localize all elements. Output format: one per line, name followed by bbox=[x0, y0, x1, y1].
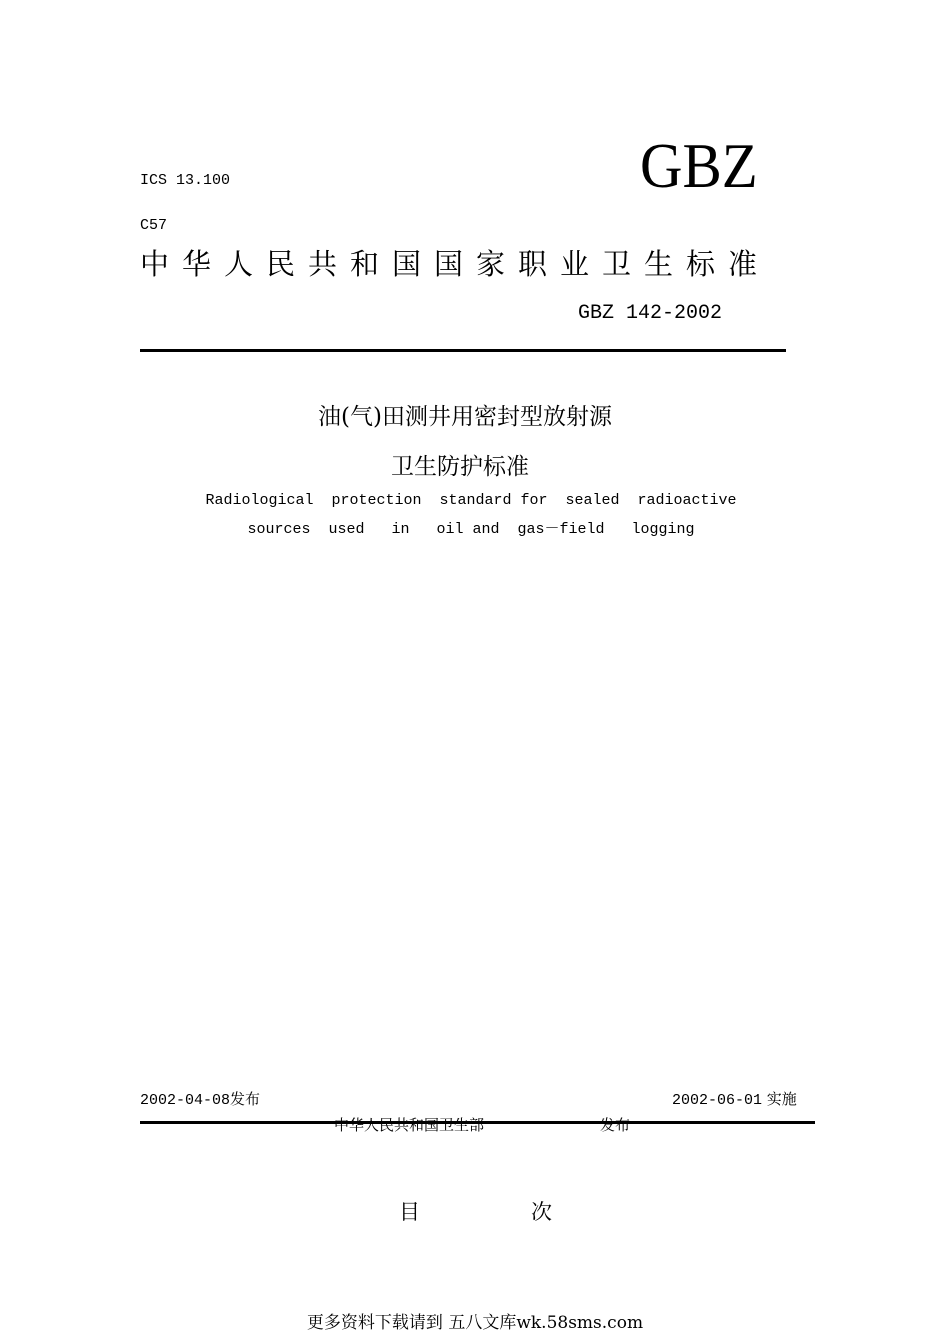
document-title-en-line1: Radiological protection standard for sealed radioactive bbox=[205, 492, 737, 509]
implement-date-line bbox=[672, 1088, 797, 1109]
issue-date: 2002-04-08 bbox=[140, 1092, 231, 1109]
standard-number: GBZ 142-2002 bbox=[578, 302, 723, 325]
ics-code: ICS 13.100 bbox=[140, 172, 231, 189]
publisher-name: 中华人民共和国卫生部 bbox=[334, 1116, 485, 1134]
ccs-code: C57 bbox=[140, 217, 168, 234]
issue-date-line bbox=[140, 1088, 260, 1109]
document-title-cn-line2: 卫生防护标准 bbox=[391, 454, 529, 480]
issue-label: 发布 bbox=[230, 1090, 261, 1108]
document-title-en-line2: sources used in oil and gas－field logging bbox=[247, 521, 695, 538]
publisher-verb: 发布 bbox=[600, 1116, 631, 1134]
download-footer: 更多资料下载请到 五八文库wk.58sms.com bbox=[306, 1313, 644, 1333]
gbz-logo: GBZ bbox=[640, 130, 758, 201]
toc-heading-char2: 次 bbox=[531, 1200, 552, 1224]
implement-label: 实施 bbox=[766, 1090, 797, 1108]
document-title-cn-line1: 油(气)田测井用密封型放射源 bbox=[318, 404, 612, 430]
implement-date: 2002-06-01 bbox=[672, 1092, 763, 1109]
toc-heading-char1: 目 bbox=[399, 1200, 420, 1224]
standard-authority-title: 中华人民共和国国家职业卫生标准 bbox=[140, 247, 771, 281]
header-divider bbox=[140, 349, 786, 352]
